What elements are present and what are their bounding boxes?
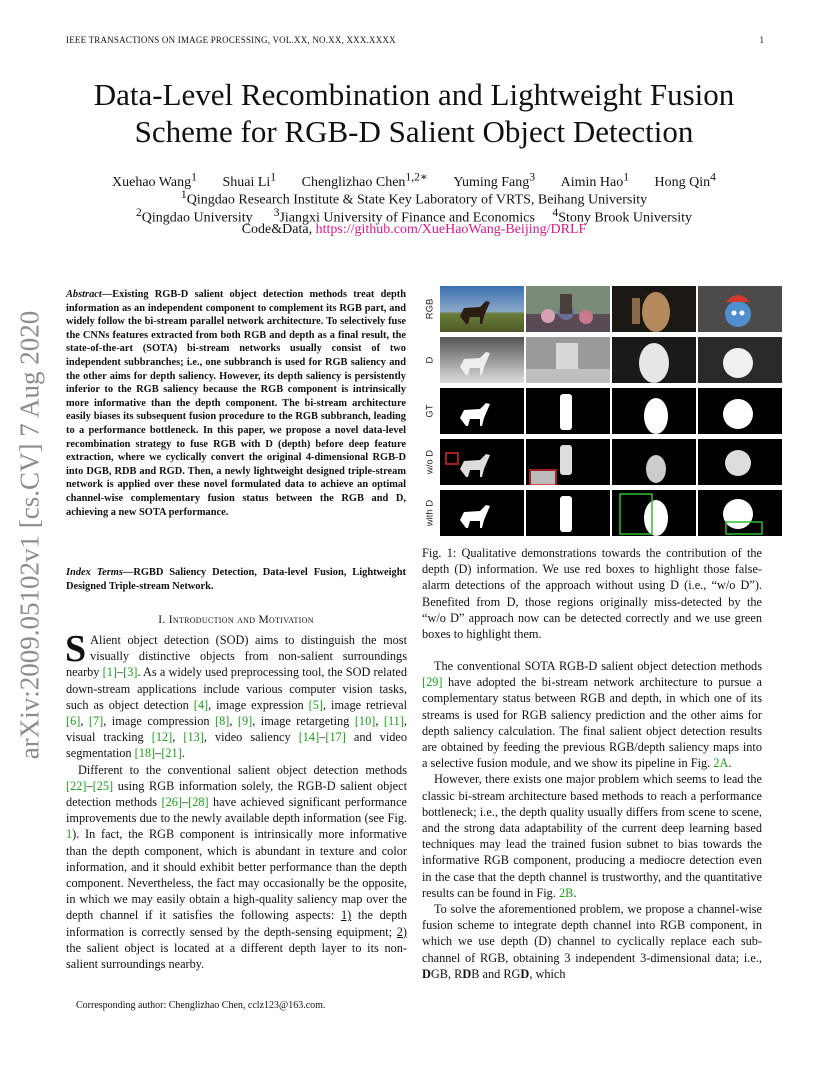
row-label-depth: D	[424, 356, 436, 364]
citation[interactable]: [21]	[161, 746, 182, 761]
citation[interactable]: [28]	[188, 795, 209, 810]
arxiv-watermark: arXiv:2009.05102v1 [cs.CV] 7 Aug 2020	[14, 310, 45, 760]
gt-toy-mask	[698, 388, 782, 434]
right-paragraph-2: However, there exists one major problem which seems to lead the classic bi-stream architecture based methods to reach a performance bottleneck; i.e., the depth quality usually differs from scene to scene, and the strong data adaptability of the current deep learning based techniques may lead the trained fusion subnet to bias towards the informative RGB component, producing a mediocre detection even in the case that the depth channel is trustworthy, and the quantitative results can be found in Fig. 2B.	[422, 772, 762, 900]
abstract-label: Abstract	[66, 289, 102, 300]
author: Hong Qin$^4$	[654, 170, 716, 190]
citation[interactable]: [26]	[161, 795, 182, 810]
author: Chenglizhao Chen$^{1,2∗}$	[301, 170, 428, 190]
paper-title	[40, 76, 788, 150]
citation[interactable]: [6]	[66, 714, 81, 729]
page-number: 1	[759, 35, 764, 45]
intro-paragraph-1: S Alient object detection (SOD) aims to distinguish the most visually distinctive objects from non-salient surroundings nearby [1]–[3]. As a widely used preprocessing tool, the SOD related down-stream applications include various computer vision tasks, such as object detection [4], image expression [5], image retrieval [6], [7], image compression [8], [9], image retargeting [10], [11], visual tracking [12], [13], video saliency [14]–[17] and video segmentation [18]–[21].	[65, 628, 408, 761]
index-terms-label: Index Terms	[66, 567, 123, 578]
right-column-body	[422, 658, 762, 982]
figure-reference[interactable]: 1	[66, 827, 73, 842]
citation[interactable]: [4]	[193, 697, 209, 712]
author: Aimin Hao$^1$	[560, 170, 630, 190]
citation[interactable]: [5]	[308, 697, 324, 712]
depth-horse-image	[440, 337, 524, 383]
citation[interactable]: [7]	[88, 714, 104, 729]
without-d-crowd-result	[526, 439, 610, 485]
row-label-gt: GT	[424, 404, 436, 418]
author: Xuehao Wang$^1$	[112, 170, 197, 190]
right-paragraph-3: To solve the aforementioned problem, we propose a channel-wise fusion scheme to integrate depth channel into RGB component, in which we use depth (D) channel to cyclically replace each sub-channel of RGB, obtaining 3 independent 3-dimensional data; i.e., DGB, RDB and RGD, which	[422, 902, 762, 981]
figure-1	[420, 286, 764, 538]
affiliation-line-2: $^2$Qingdao University $^3$Jiangxi University of Finance and Economics $^4$Stony Brook University	[135, 206, 693, 226]
without-d-horse-result	[440, 439, 524, 485]
citation[interactable]: [13]	[183, 730, 204, 745]
code-data-line: Code&Data, https://github.com/XueHaoWang-Beijing/DRLF	[241, 222, 587, 237]
rgb-horse-image	[440, 286, 524, 332]
drop-cap: S	[65, 628, 87, 670]
gt-crowd-mask	[526, 388, 610, 434]
row-label-rgb: RGB	[424, 298, 436, 320]
depth-person-image	[612, 337, 696, 383]
citation[interactable]: [22]	[66, 778, 87, 793]
with-d-crowd-result	[526, 490, 610, 536]
figure-1-caption: Fig. 1: Qualitative demonstrations towards the contribution of the depth (D) information. We use red boxes to highlight those false-alarm detections of the approach without using D (i.e., “w/o D”). Benefited from D, those regions originally miss-detected by the “w/o D” approach now can be detected correctly and we use green boxes to highlight them.	[422, 546, 762, 642]
section-heading: I. Introduction and Motivation	[158, 614, 314, 626]
running-header: IEEE TRANSACTIONS ON IMAGE PROCESSING, VOL.XX, NO.XX, XXX.XXXX	[66, 35, 396, 45]
right-paragraph-1: The conventional SOTA RGB-D salient object detection methods [29] have adopted the bi-stream network architecture to pursue a complementary status between RGB and depth, in which one of its streams is used for RGB saliency prediction and the other aims for depth saliency calculation. The final salient object detection results are obtained by feeding the previous RGB/depth saliency maps into a selective fusion module, and we show its pipeline in Fig. 2A.	[422, 659, 762, 771]
citation[interactable]: [10]	[354, 714, 376, 729]
without-d-person-result	[612, 439, 696, 485]
left-column-body	[65, 628, 408, 972]
intro-paragraph-2: Different to the conventional salient object detection methods [22]–[25] using RGB information solely, the RGB-D salient object detection methods [26]–[28] have achieved significant performance improvements due to the newly available depth information (see Fig. 1). In fact, the RGB component is intrinsically more informative than the depth component, which is abundant in texture and color information, and it should exhibit better performance than the depth component. Nevertheless, the fact may occasionally be the opposite, in which we may easily obtain a high-quality saliency map over the depth channel if it satisfies the following aspects: 1) the depth information is correctly sensed by the depth-sensing equipment; 2) the salient object is located at a different depth layer to its non-salient surroundings nearby.	[66, 762, 407, 972]
citation[interactable]: [11]	[383, 714, 404, 729]
citation[interactable]: [8]	[214, 714, 230, 729]
rgb-toy-image	[698, 286, 782, 332]
figure-reference[interactable]: 2B	[558, 885, 574, 900]
rgb-crowd-image	[526, 286, 610, 332]
citation[interactable]: [9]	[237, 714, 253, 729]
citation[interactable]: [17]	[325, 730, 346, 745]
row-label-without-d: w/o D	[424, 449, 436, 475]
depth-crowd-image	[526, 337, 610, 383]
citation[interactable]: [3]	[123, 665, 138, 680]
depth-toy-image	[698, 337, 782, 383]
citation[interactable]: [29]	[422, 675, 443, 690]
with-d-person-result	[612, 490, 696, 536]
github-link[interactable]: https://github.com/XueHaoWang-Beijing/DRLF	[315, 222, 587, 237]
citation[interactable]: [12]	[151, 730, 173, 745]
title-line-1: Data-Level Recombination and Lightweight Fusion	[93, 77, 735, 112]
citation[interactable]: [14]	[298, 730, 320, 745]
gt-person-mask	[612, 388, 696, 434]
title-line-2: Scheme for RGB-D Salient Object Detection	[134, 114, 694, 149]
author: Shuai Li$^1$	[222, 170, 277, 190]
figure-reference[interactable]: 2A	[713, 756, 729, 771]
citation[interactable]: [1]	[102, 665, 117, 680]
abstract: Abstract—Existing RGB-D salient object detection methods treat depth information as an independent component to complement its RGB part, and widely follow the bi-stream parallel network architecture. To selectively fuse the CNNs features extracted from both RGB and depth as a final result, the state-of-the-art (SOTA) bi-stream networks usually consist of two independent subbranches; i.e., one subbranch is used for RGB saliency and the other aims for depth saliency. However, its depth saliency is persistently inferior to the RGB saliency because the RGB component is intrinsically more informative than the depth component. The bi-stream architecture easily biases its subsequent fusion procedure to the RGB subbranch, leading to a performance bottleneck. In this paper, we propose a novel data-level recombination strategy to fuse RGB with D (depth) before deep feature extraction, where we cyclically convert the original 4-dimensional RGB-D into DGB, RDB and RGD. Then, a newly lightweight designed triple-stream network is applied over these novel formulated data to achieve an optimal channel-wise complementary fusion status between the RGB and D, achieving a new SOTA performance.	[66, 289, 406, 518]
with-d-toy-result	[698, 490, 782, 536]
gt-horse-mask	[440, 388, 524, 434]
citation[interactable]: [18]	[134, 746, 156, 761]
row-label-with-d: with D	[424, 499, 436, 527]
affiliation-line-1: $^1$Qingdao Research Institute & State Key Laboratory of VRTS, Beihang University	[180, 188, 648, 208]
author: Yuming Fang$^3$	[453, 170, 536, 190]
index-terms: Index Terms—RGBD Saliency Detection, Data-level Fusion, Lightweight Designed Triple-stream Network.	[66, 567, 406, 592]
rgb-person-image	[612, 286, 696, 332]
citation[interactable]: [25]	[92, 778, 114, 793]
with-d-horse-result	[440, 490, 524, 536]
without-d-toy-result	[698, 439, 782, 485]
footnote: Corresponding author: Chenglizhao Chen, cclz123@163.com.	[76, 1000, 326, 1011]
